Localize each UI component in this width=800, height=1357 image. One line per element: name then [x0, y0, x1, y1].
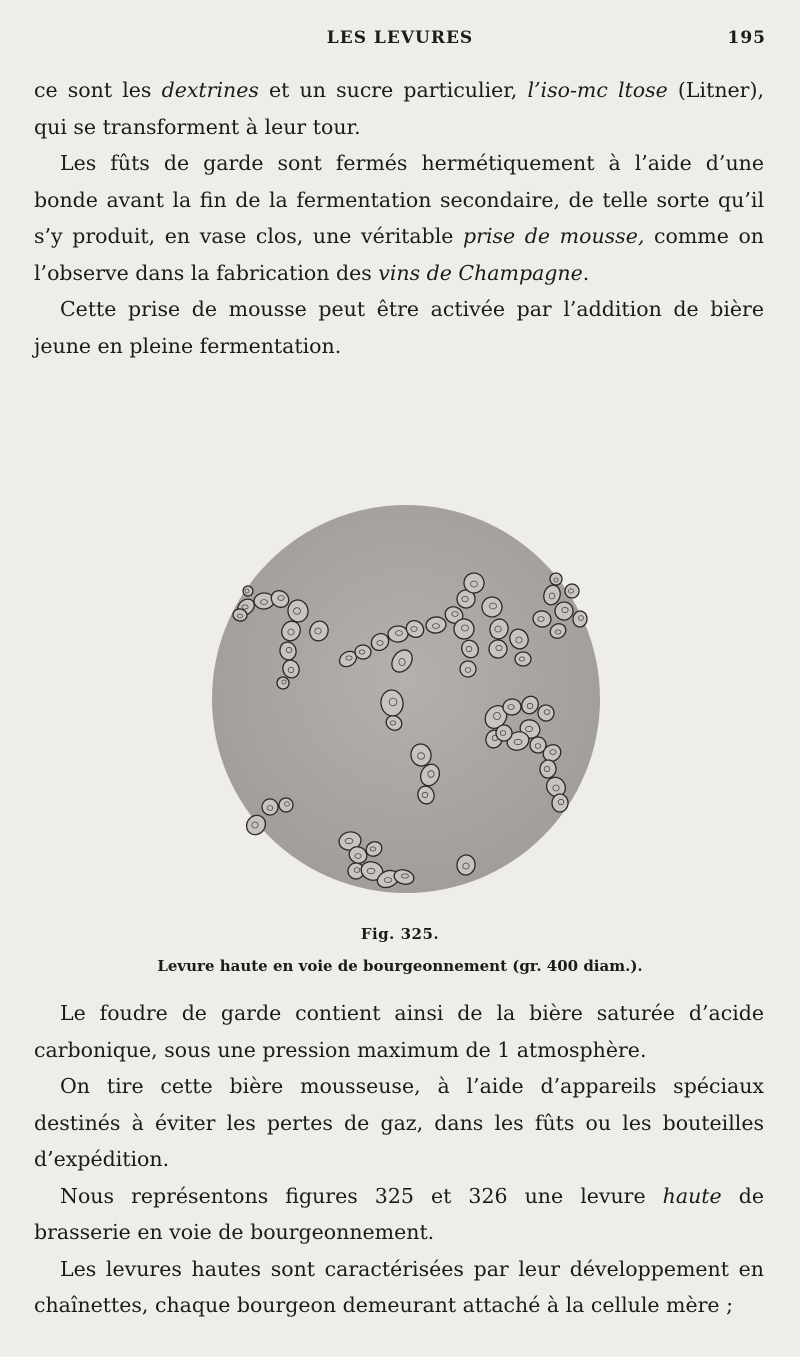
yeast-cell — [261, 798, 278, 815]
figure-caption: Levure haute en voie de bourgeonnement (gr. 400 diam.). — [157, 957, 643, 975]
paragraph-4: Le foudre de garde contient ainsi de la bière saturée d’acide carbonique, sous une pression maximum de 1 atmosphère. — [34, 1001, 764, 1062]
yeast-micrograph — [208, 503, 604, 895]
yeast-cell — [355, 644, 372, 659]
page-number: 195 — [727, 28, 766, 48]
yeast-cell — [388, 626, 409, 643]
yeast-cell — [550, 573, 562, 585]
running-title: LES LEVURES — [326, 28, 474, 48]
term-haute: haute — [662, 1183, 722, 1208]
paragraph-6: Nous représentons figures 325 et 326 une levure haute de brasserie en voie de bourgeonnement. — [34, 1183, 764, 1244]
figure-number: Fig. 325. — [360, 925, 440, 943]
running-header — [34, 28, 766, 52]
yeast-cell — [515, 652, 531, 666]
paragraph-1: ce sont les dextrines et un sucre particulier, l’iso-mc ltose (Litner), qui se transforment à leur tour. — [34, 78, 764, 139]
paragraph-2: Les fûts de garde sont fermés hermétiquement à l’aide d’une bonde avant la fin de la fermentation secondaire, de telle sorte qu’il s’y produit, en vase clos, une véritable prise de mousse, comme on l’observe dans la fabrication des vins de Champagne. — [34, 151, 765, 285]
paragraph-7: Les levures hautes sont caractérisées par leur développement en chaînettes, chaque bourgeon demeurant attaché à la cellule mère ; — [34, 1256, 764, 1317]
paragraph-3: Cette prise de mousse peut être activée par l’addition de bière jeune en pleine fermentation. — [34, 297, 764, 358]
term-isomaltose: l’iso-mc ltose — [527, 78, 668, 102]
paragraph-5: On tire cette bière mousseuse, à l’aide d’appareils spéciaux destinés à éviter les pertes de gaz, dans les fûts ou les bouteilles d’expédition. — [34, 1074, 764, 1171]
term-dextrines: dextrines — [161, 78, 259, 102]
yeast-cell — [552, 794, 568, 812]
term-vins-de-champagne: vins de Champagne — [378, 260, 583, 285]
term-prise-de-mousse: prise de mousse, — [463, 224, 645, 248]
lower-text-block — [34, 995, 764, 1324]
upper-text-block — [34, 72, 764, 364]
yeast-cell — [459, 660, 476, 677]
